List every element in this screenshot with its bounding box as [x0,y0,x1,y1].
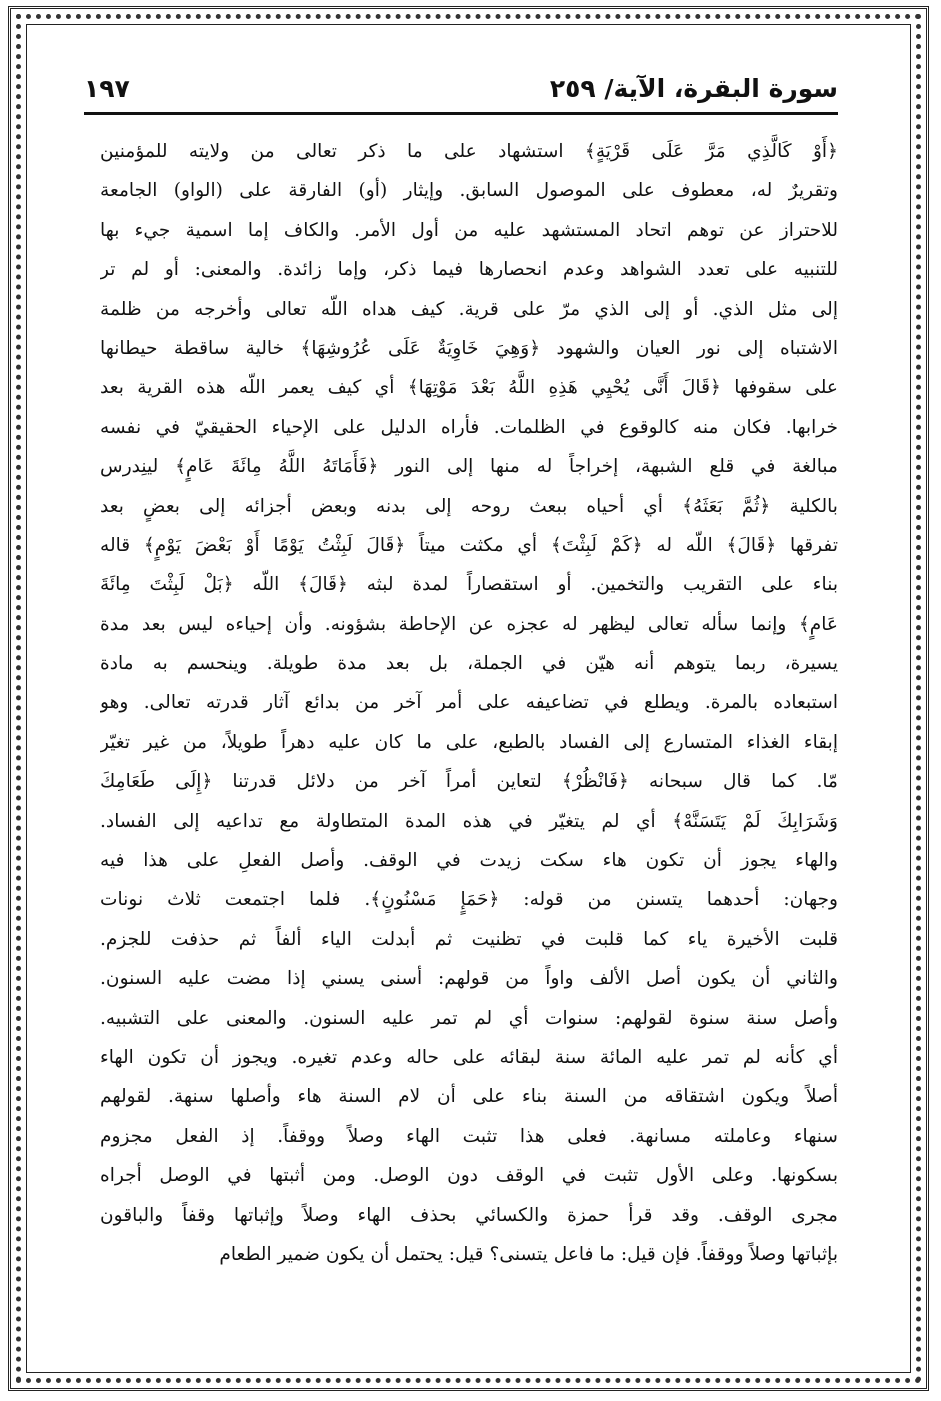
text-line: على سقوفها ﴿قَالَ أَنَّى يُحْيِي هَذِهِ اللَّهُ بَعْدَ مَوْتِهَا﴾ أي كيف يعمر اللّه هذه القرية بعد [100,377,838,399]
text-line: أصلاً ويكون اشتقاقه من السنة بناء على أن لام السنة هاء وأصلها سنهة. لقولهم [100,1086,838,1108]
page-number: ١٩٧ [84,73,130,103]
text-line: بإثباتها وصلاً ووقفاً. فإن قيل: ما فاعل يتسنى؟ قيل: يحتمل أن يكون ضمير الطعام [219,1243,838,1265]
text-line: بسكونها. وعلى الأول تثبت في الوقف دون الوصل. ومن أثبتها في الوصل أجراه [100,1165,838,1187]
header-rule [84,112,838,115]
page-header [84,66,838,110]
text-line: قلبت الأخيرة ياء كما قلبت في تظنيت ثم أبدلت الياء ألفاً ثم حذفت للجزم. [100,928,838,950]
text-line: وأصل سنة سنوة لقولهم: سنوات أي لم تمر عليه السنون. والمعنى على التشبيه. [100,1007,838,1029]
text-line: استبعاده بالمرة. ويطلع في تضاعيفه على أمر آخر من بدائع آثار قدرته تعالى. وهو [100,692,838,714]
text-line: أي كأنه لم تمر عليه المائة سنة لبقائه على حاله وعدم تغيره. ويجوز أن تكون الهاء [100,1046,838,1068]
text-line: للتنبيه على تعدد الشواهد وعدم انحصارها فيما ذكر، وإما زائدة. والمعنى: أو لم تر [100,259,838,281]
body-text [100,132,838,1274]
text-line: إلى مثل الذي. أو إلى الذي مرّ على قرية. كيف هداه اللّه تعالى وأخرجه من ظلمة [100,298,838,320]
text-line: مّا. كما قال سبحانه ﴿فَانْظُرْ﴾ لتعاين أمراً آخر من دلائل قدرتنا ﴿إِلَى طَعَامِكَ [100,771,838,793]
text-line: بالكلية ﴿ثُمَّ بَعَثَهُ﴾ أي أحياه ببعث روحه إلى بدنه وبعض أجزائه إلى بعضٍ بعد [100,495,838,517]
text-line: سنهاء وعاملته مسانهة. فعلى هذا تثبت الهاء وصلاً ووقفاً. إذ الفعل مجزوم [100,1125,838,1147]
text-line: وَشَرَابِكَ لَمْ يَتَسَنَّهْ﴾ أي لم يتغيّر في هذه المدة المتطاولة مع تداعيه إلى الفساد. [100,810,838,832]
running-title: سورة البقرة، الآية/ ٢٥٩ [549,73,838,103]
text-line: تفرقها ﴿قَالَ﴾ اللّه له ﴿كَمْ لَبِثْتَ﴾ أي مكثت ميتاً ﴿قَالَ لَبِثْتُ يَوْمًا أَوْ بَعْضَ يَوْمٍ﴾ قاله [100,534,838,556]
text-line: الاشتباه إلى نور العيان والشهود ﴿وَهِيَ خَاوِيَةٌ عَلَى عُرُوشِهَا﴾ خالية ساقطة حيطانها [100,337,838,359]
text-line: للاحتراز عن توهم اتحاد المستشهد عليه من أول الأمر. والكاف إما اسمية جيء بها [100,219,838,241]
text-line: وجهان: أحدهما يتسنن من قوله: ﴿حَمَإٍ مَسْنُونٍ﴾. فلما اجتمعت ثلاث نونات [100,889,838,911]
text-line: وتقريرٌ له، معطوف على الموصول السابق. وإيثار (أو) الفارقة على (الواو) الجامعة [100,180,838,202]
text-line: والثاني أن يكون أصل الألف واواً من قولهم: أسنى يسني إذا مضت عليه السنون. [100,968,838,990]
text-line: بناء على التقريب والتخمين. أو استقصاراً لمدة لبثه ﴿قَالَ﴾ اللّه ﴿بَلْ لَبِثْتَ مِائَةَ [100,574,838,596]
text-line: إبقاء الغذاء المتسارع إلى الفساد بالطبع، على ما كان عليه دهراً طويلاً، من غير تغيّر [100,731,838,753]
text-line: يسيرة، ربما يتوهم أنه هيّن في الجملة، بل بعد مدة طويلة. وينحسم به مادة [100,653,838,675]
text-line: والهاء يجوز أن تكون هاء سكت زيدت في الوقف. وأصل الفعلِ على هذا فيه [100,850,838,872]
text-line: ﴿أَوْ كَالَّذِي مَرَّ عَلَى قَرْيَةٍ﴾ استشهاد على ما ذكر تعالى من ولايته للمؤمنين [100,141,838,162]
text-line: خرابها. فكان منه كالوقوع في الظلمات. فأراه الدليل على الإحياء الحقيقيّ في نفسه [100,416,838,438]
text-line: مبالغة في قلع الشبهة، إخراجاً له منها إلى النور ﴿فَأَمَاتَهُ اللَّهُ مِائَةَ عَامٍ﴾ لينِدرس [100,456,838,478]
text-line: عَامٍ﴾ وإنما سأله تعالى ليظهر له عجزه عن الإحاطة بشؤونه. وأن إحياءه ليس بعد مدة [100,613,838,635]
text-line: مجرى الوقف. وقد قرأ حمزة والكسائي بحذف الهاء وصلاً وإثباتها وقفاً والباقون [100,1204,838,1226]
